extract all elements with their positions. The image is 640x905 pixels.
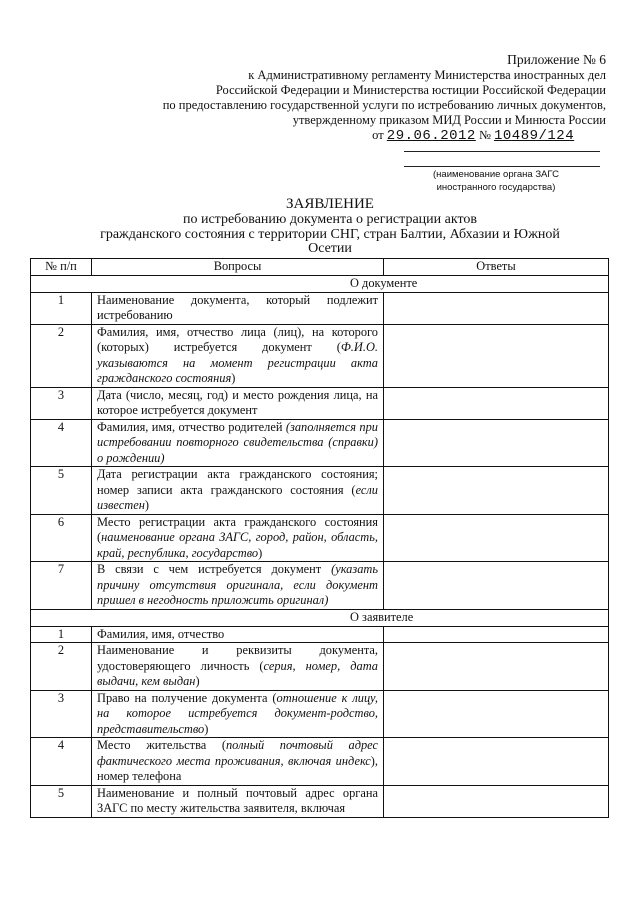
section-applicant-cell bbox=[92, 609, 609, 626]
order-number: 10489/124 bbox=[494, 128, 575, 144]
question-hint: полный почтовый адрес фактического места проживания, включая индекс bbox=[97, 738, 378, 768]
answer-cell[interactable] bbox=[384, 467, 609, 515]
answer-cell[interactable] bbox=[384, 738, 609, 786]
question-text: Дата регистрации акта гражданского состояния; номер записи акта гражданского состояния ( bbox=[97, 467, 378, 497]
row-question bbox=[92, 292, 384, 324]
form-title: ЗАЯВЛЕНИЕ bbox=[286, 196, 374, 212]
header-questions: Вопросы bbox=[92, 259, 384, 276]
question-text: Место жительства ( bbox=[97, 738, 226, 752]
table-row bbox=[31, 785, 609, 817]
row-number: 4 bbox=[31, 419, 92, 467]
row-number: 2 bbox=[31, 643, 92, 691]
question-text: Фамилия, имя, отчество лица (лиц), на которого (которых) истребуется документ ( bbox=[97, 324, 378, 354]
question-text: Наименование документа, который подлежит истребованию bbox=[97, 292, 378, 322]
organ-caption-line-1: (наименование органа ЗАГС bbox=[433, 169, 559, 180]
question-text: Фамилия, имя, отчество bbox=[97, 626, 225, 641]
header-number: № п/п bbox=[31, 259, 92, 276]
question-tail: ) bbox=[258, 545, 263, 560]
table-row bbox=[31, 387, 609, 419]
appendix-line-2: Российской Федерации и Министерства юстиции Российской Федерации bbox=[215, 83, 606, 97]
section-row-document bbox=[31, 275, 609, 292]
table-header-row bbox=[31, 259, 609, 276]
answer-cell[interactable] bbox=[384, 562, 609, 610]
appendix-line-1: к Административному регламенту Министерства иностранных дел bbox=[248, 68, 606, 82]
table-row bbox=[31, 626, 609, 643]
question-hint: если известен bbox=[97, 482, 378, 512]
row-number: 1 bbox=[31, 626, 92, 643]
appendix-title: Приложение № 6 bbox=[507, 52, 606, 67]
table-row bbox=[31, 419, 609, 467]
appendix-line-4: утвержденному приказом МИД России и Минюста России bbox=[292, 113, 606, 127]
answer-cell[interactable] bbox=[384, 514, 609, 562]
table-row bbox=[31, 690, 609, 738]
table-row bbox=[31, 562, 609, 610]
answer-cell[interactable] bbox=[384, 626, 609, 643]
appendix-header bbox=[163, 52, 606, 144]
question-tail: ) bbox=[204, 721, 209, 736]
row-number: 7 bbox=[31, 562, 92, 610]
appendix-line-3: по предоставлению государственной услуги по истребованию личных документов, bbox=[162, 98, 606, 112]
question-text: Право на получение документа ( bbox=[97, 690, 277, 705]
row-question bbox=[92, 738, 384, 786]
question-hint: (заполняется при истребовании повторного свидетельства (справки) о рождении) bbox=[97, 419, 378, 465]
order-from-label: от bbox=[372, 128, 384, 142]
application-table bbox=[30, 258, 609, 818]
question-text: Фамилия, имя, отчество родителей bbox=[97, 419, 286, 434]
row-number: 1 bbox=[31, 292, 92, 324]
answer-cell[interactable] bbox=[384, 643, 609, 691]
question-text: В связи с чем истребуется документ bbox=[97, 562, 332, 576]
table-row bbox=[31, 324, 609, 387]
section-row-applicant bbox=[31, 609, 609, 626]
form-subtitle-line-3: Осетии bbox=[308, 241, 352, 256]
answer-cell[interactable] bbox=[384, 419, 609, 467]
table-row bbox=[31, 738, 609, 786]
question-text: Место регистрации акта гражданского состояния ( bbox=[97, 514, 378, 544]
question-hint: (указать причину отсутствия оригинала, если документ пришел в негодность приложить оригинал) bbox=[97, 562, 378, 607]
table-row bbox=[31, 514, 609, 562]
order-line bbox=[372, 128, 606, 144]
row-number: 2 bbox=[31, 324, 92, 387]
table-row bbox=[31, 467, 609, 515]
row-question bbox=[92, 324, 384, 387]
row-question bbox=[92, 690, 384, 738]
row-number: 5 bbox=[31, 785, 92, 817]
organ-caption-line-2: иностранного государства) bbox=[436, 182, 556, 193]
organ-name-line-1 bbox=[404, 151, 600, 152]
question-hint: серия, номер, дата выдачи, кем выдан bbox=[97, 658, 378, 688]
question-hint: наименование органа ЗАГС, город, район, область, край, республика, государство bbox=[97, 530, 378, 560]
row-question bbox=[92, 387, 384, 419]
question-hint: отношение к лицу, на которое истребуется документ-родство, представительство bbox=[97, 690, 378, 736]
row-number: 3 bbox=[31, 387, 92, 419]
organ-name-line-2 bbox=[404, 166, 600, 167]
row-number: 3 bbox=[31, 690, 92, 738]
question-text: Наименование и полный почтовый адрес органа ЗАГС по месту жительства заявителя, включая bbox=[97, 785, 378, 815]
question-tail: ), номер телефона bbox=[97, 753, 378, 783]
section-document-title: О документе bbox=[350, 275, 418, 290]
header-answers: Ответы bbox=[384, 259, 609, 276]
question-tail: ) bbox=[231, 371, 236, 385]
organ-caption bbox=[396, 168, 596, 194]
question-hint: Ф.И.О. указываются на момент регистрации акта гражданского состояния bbox=[97, 340, 378, 385]
table-row bbox=[31, 292, 609, 324]
order-number-label: № bbox=[478, 128, 491, 142]
form-subtitle-line-1: по истребованию документа о регистрации актов bbox=[182, 212, 478, 227]
form-subtitle-line-2: гражданского состояния с территории СНГ, стран Балтии, Абхазии и Южной bbox=[100, 227, 560, 242]
row-question bbox=[92, 467, 384, 515]
row-question bbox=[92, 419, 384, 467]
row-number: 6 bbox=[31, 514, 92, 562]
answer-cell[interactable] bbox=[384, 324, 609, 387]
answer-cell[interactable] bbox=[384, 690, 609, 738]
question-text: Наименование и реквизиты документа, удостоверяющего личность ( bbox=[97, 643, 378, 673]
row-question bbox=[92, 785, 384, 817]
question-text: Дата (число, месяц, год) и место рождения лица, на которое истребуется документ bbox=[97, 387, 378, 417]
answer-cell[interactable] bbox=[384, 292, 609, 324]
table-row bbox=[31, 643, 609, 691]
answer-cell[interactable] bbox=[384, 387, 609, 419]
question-tail: ) bbox=[195, 674, 200, 688]
row-number: 4 bbox=[31, 738, 92, 786]
row-number: 5 bbox=[31, 467, 92, 515]
row-question bbox=[92, 643, 384, 691]
row-question bbox=[92, 626, 384, 643]
question-tail: ) bbox=[144, 498, 149, 512]
row-question bbox=[92, 562, 384, 610]
answer-cell[interactable] bbox=[384, 785, 609, 817]
section-spacer bbox=[31, 609, 92, 626]
section-applicant-title: О заявителе bbox=[350, 609, 414, 624]
row-question bbox=[92, 514, 384, 562]
order-date: 29.06.2012 bbox=[386, 128, 476, 144]
